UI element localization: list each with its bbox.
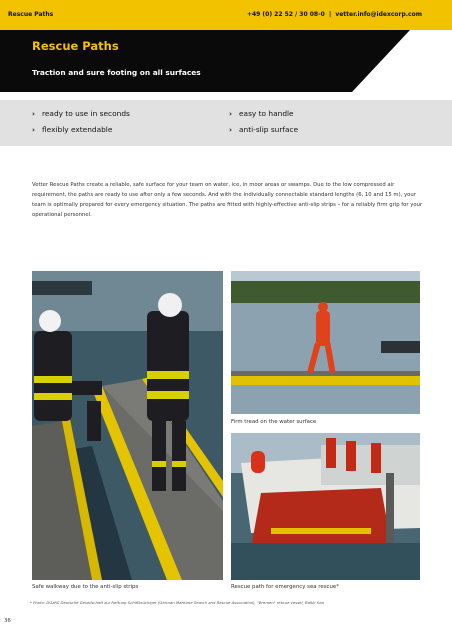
phone-number: +49 (0) 22 52 / 30 08-0	[246, 11, 325, 18]
chevron-right-icon: ›	[229, 125, 233, 134]
caption-main-photo: Safe walkway due to the anti-slip strips	[32, 584, 139, 590]
photo-firm-tread	[231, 271, 420, 414]
photo-firefighters-walkway	[32, 271, 223, 580]
feature-item: › ready to use in seconds	[32, 109, 130, 118]
feature-item: › easy to handle	[229, 109, 294, 118]
caption-top-right-photo: Firm tread on the water surface	[231, 419, 317, 425]
chevron-right-icon: ›	[229, 109, 233, 118]
contact-divider: |	[326, 11, 334, 18]
description-text: Vetter Rescue Paths create a reliable, safe surface for your team on water, ice, in moor areas or swamps. Due to the low compressed air requirement, the paths are ready to use after only a few seconds. And with the individually connectable standard lengths (6, 10 and 15 m), your team is optimally prepared for every emergency situation. The paths are fitted with highly-effective anti-slip strips – for a reliably firm grip for your operational personnel.	[32, 182, 423, 218]
top-bar	[0, 0, 452, 30]
feature-item: › flexibly extendable	[32, 125, 113, 134]
feature-list	[0, 100, 452, 146]
page-title: Rescue Paths	[32, 39, 119, 53]
email-address: vetter.info@idexcorp.com	[335, 11, 422, 18]
section-label: Rescue Paths	[8, 11, 54, 18]
photo-sea-rescue	[231, 433, 420, 580]
caption-bottom-right-photo: Rescue path for emergency sea rescue*	[231, 584, 339, 590]
page-subtitle: Traction and sure footing on all surfaces	[32, 68, 201, 77]
page-number: 36	[4, 618, 11, 624]
photo-credit-footnote: * Photo: DGzRS Deutsche Gesellschaft zur Rettung Schiffbrüchiger (German Maritime Search and Rescue Association), "Bremen" rescue vessel, Baltic Sea	[30, 600, 324, 605]
hero-banner	[0, 30, 452, 92]
chevron-right-icon: ›	[32, 109, 36, 118]
chevron-right-icon: ›	[32, 125, 36, 134]
contact-info	[247, 11, 422, 18]
feature-item: › anti-slip surface	[229, 125, 299, 134]
